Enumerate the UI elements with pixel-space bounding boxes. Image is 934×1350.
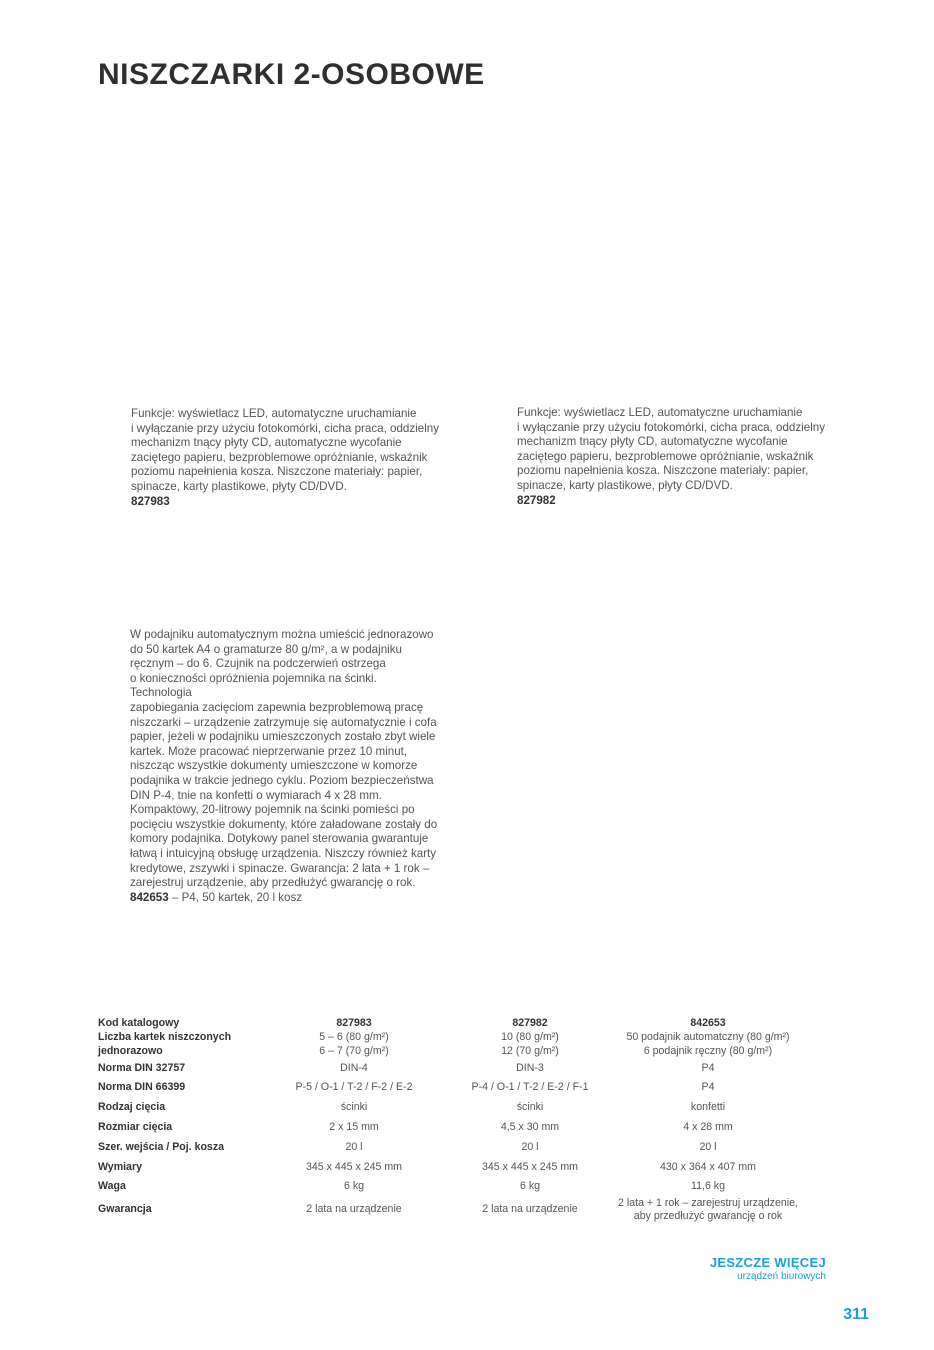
more-subtitle: urządzeń biurowych xyxy=(737,1271,826,1282)
spec-row-label: Wymiary xyxy=(98,1161,142,1174)
spec-column-header: 842653 xyxy=(690,1017,726,1029)
table-row xyxy=(98,1030,798,1059)
product-code: 827982 xyxy=(517,493,556,507)
description-text: W podajniku automatycznym można umieścić jednorazowo do 50 kartek A4 o gramaturze 80 g/m², a w podajniku ręcznym – do 6. Czujnik na podczerwień ostrzega o konieczności opróżnienia pojemnika na ścinki. Technologia zapobiegania zacięciom zapewnia bezproblemową pracę niszczarki – urządzenie zatrzymuje się automatycznie i cofa papier, jeżeli w podajniku umieszczonych zostało zbyt wiele kartek. Może pracować nieprzerwanie przez 10 minut, niszcząc wszystkie dokumenty umieszczone w komorze podajnika w trakcie jednego cyklu. Poziom bezpieczeństwa DIN P-4, tnie na konfetti o wymiarach 4 x 28 mm. Kompaktowy, 20-litrowy pojemnik na ścinki pomieści po pocięciu wszystkie dokumenty, które załadowane zostały do komory podajnika. Dotykowy panel sterowania gwarantuje łatwą i intuicyjną obsługę urządzenia. Niszczy również karty kredytowe, zszywki i spinacze. Gwarancja: 2 lata + 1 rok – zarejestruj urządzenie, aby przedłużyć gwarancję o rok. xyxy=(130,628,438,890)
page-title: NISZCZARKI 2-OSOBOWE xyxy=(98,58,485,91)
spec-cell: DIN-4 xyxy=(340,1061,368,1074)
more-title: JESZCZE WIĘCEJ xyxy=(709,1255,826,1270)
spec-row-label: Norma DIN 66399 xyxy=(98,1081,186,1094)
spec-row-label: Gwarancja xyxy=(98,1203,152,1216)
spec-header-label: Kod katalogowy xyxy=(98,1017,180,1029)
more-products-link[interactable] xyxy=(710,1255,826,1282)
product-code: 827983 xyxy=(131,494,170,508)
table-row xyxy=(98,1118,798,1138)
spec-cell: ścinki xyxy=(516,1101,544,1114)
spec-cell: P-5 / O-1 / T-2 / F-2 / E-2 xyxy=(295,1081,413,1094)
table-row xyxy=(98,1178,798,1196)
product-code-suffix: – P4, 50 kartek, 20 l kosz xyxy=(168,890,303,904)
spec-cell: 20 l xyxy=(345,1141,363,1154)
spec-cell: 20 l xyxy=(699,1141,717,1154)
spec-cell: 2 lata na urządzenie xyxy=(482,1203,578,1216)
table-row xyxy=(98,1098,798,1118)
table-row xyxy=(98,1158,798,1178)
spec-column-header: 827982 xyxy=(512,1017,548,1029)
spec-row-label: Rodzaj cięcia xyxy=(98,1101,166,1114)
product-code: 842653 xyxy=(130,890,169,904)
spec-cell: 2 lata + 1 rok – zarejestruj urządzenie, aby przedłużyć gwarancję o rok xyxy=(618,1196,798,1222)
spec-cell: 345 x 445 x 245 mm xyxy=(306,1161,402,1174)
spec-cell: 430 x 364 x 407 mm xyxy=(660,1161,756,1174)
spec-cell: konfetti xyxy=(690,1101,726,1114)
page-number: 311 xyxy=(843,1306,869,1323)
product-description-827983 xyxy=(131,407,441,509)
spec-cell: P4 xyxy=(701,1061,715,1074)
spec-cell: DIN-3 xyxy=(516,1061,544,1074)
description-text: Funkcje: wyświetlacz LED, automatyczne uruchamianie i wyłączanie przy użyciu fotokomórki, cicha praca, oddzielny mechanizm tnący płyty CD, automatyczne wycofanie zaciętego papieru, bezproblemowe opróżnianie, wskaźnik poziomu napełnienia kosza. Niszczone materiały: papier, spinacze, karty plastikowe, płyty CD/DVD. xyxy=(517,406,826,492)
spec-cell: 6 kg xyxy=(519,1180,541,1193)
table-row xyxy=(98,1078,798,1098)
spec-column-header: 827983 xyxy=(336,1017,372,1029)
product-description-842653 xyxy=(130,628,440,905)
spec-row-label: Szer. wejścia / Poj. kosza xyxy=(98,1141,225,1154)
spec-cell: 20 l xyxy=(521,1141,539,1154)
table-row xyxy=(98,1138,798,1158)
spec-row-label: Waga xyxy=(98,1180,126,1193)
product-description-827982 xyxy=(517,406,827,508)
spec-cell: 2 x 15 mm xyxy=(329,1121,379,1134)
spec-cell: 11,6 kg xyxy=(691,1180,725,1193)
spec-cell: P4 xyxy=(701,1081,715,1094)
spec-cell: 5 – 6 (80 g/m²) 6 – 7 (70 g/m²) xyxy=(319,1031,389,1057)
spec-cell: 6 kg xyxy=(343,1180,365,1193)
description-text: Funkcje: wyświetlacz LED, automatyczne uruchamianie i wyłączanie przy użyciu fotokomórki, cicha praca, oddzielny mechanizm tnący płyty CD, automatyczne wycofanie zaciętego papieru, bezproblemowe opróżnianie, wskaźnik poziomu napełnienia kosza. Niszczone materiały: papier, spinacze, karty plastikowe, płyty CD/DVD. xyxy=(131,407,440,493)
spec-row-label: Liczba kartek niszczonych jednorazowo xyxy=(98,1031,232,1057)
spec-cell: P-4 / O-1 / T-2 / E-2 / F-1 xyxy=(471,1081,589,1094)
spec-cell: ścinki xyxy=(340,1101,368,1114)
spec-row-label: Norma DIN 32757 xyxy=(98,1061,186,1074)
spec-row-label: Rozmiar cięcia xyxy=(98,1121,173,1134)
spec-cell: 4,5 x 30 mm xyxy=(500,1121,560,1134)
spec-header-row xyxy=(98,1016,798,1030)
spec-cell: 10 (80 g/m²) 12 (70 g/m²) xyxy=(501,1031,559,1057)
spec-table xyxy=(98,1016,798,1224)
spec-cell: 4 x 28 mm xyxy=(683,1121,733,1134)
table-row xyxy=(98,1059,798,1078)
spec-cell: 345 x 445 x 245 mm xyxy=(482,1161,578,1174)
spec-cell: 50 podajnik automatczny (80 g/m²) 6 podajnik ręczny (80 g/m²) xyxy=(626,1031,790,1057)
spec-cell: 2 lata na urządzenie xyxy=(306,1203,402,1216)
table-row xyxy=(98,1196,798,1224)
